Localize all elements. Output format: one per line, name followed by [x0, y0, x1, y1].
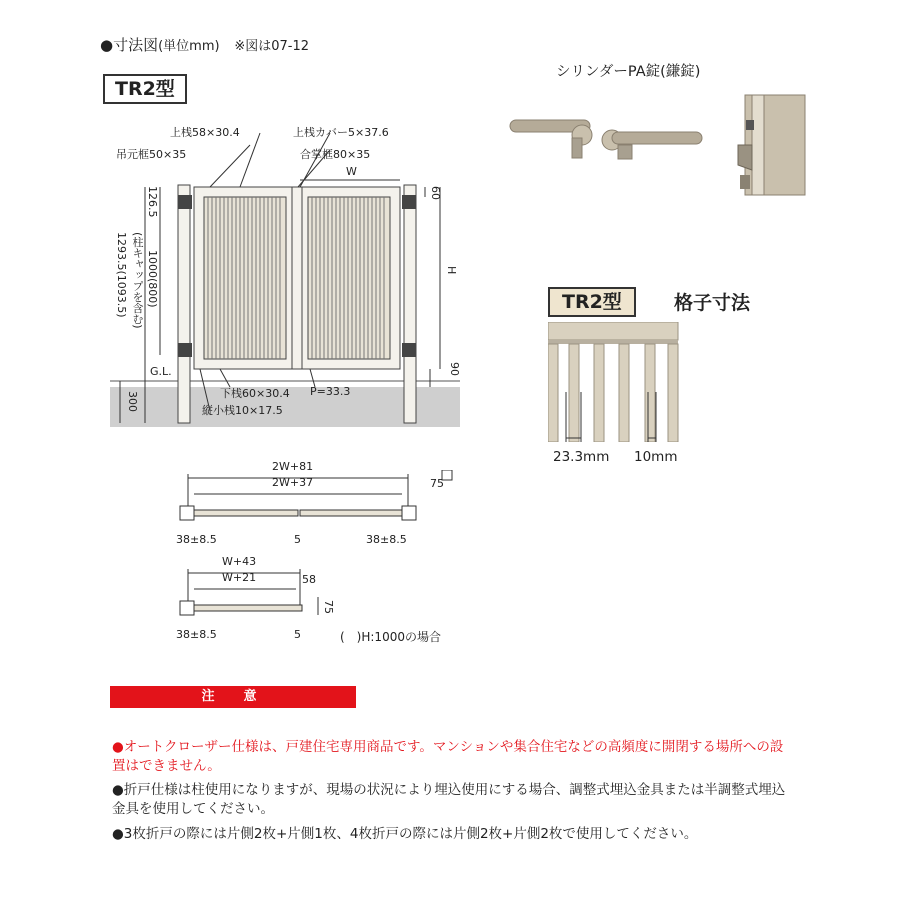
lock-title: シリンダーPA錠(鎌錠)	[556, 64, 701, 80]
label-dim-126: 126.5	[146, 186, 159, 218]
label-pitch: P=33.3	[310, 385, 351, 398]
title-text: ●寸法図	[100, 36, 159, 54]
plan-double-center: 5	[294, 533, 301, 546]
grid-illustration	[548, 322, 688, 442]
caution-item-2: ●折戸仕様は柱使用になりますが、現場の状況により埋込使用にする場合、調整式埋込金具または半調整式埋込金具を使用してください。	[112, 782, 786, 817]
grid-dim-bar: 10mm	[634, 449, 678, 465]
plan-single-inner: W+21	[222, 571, 257, 584]
grid-dim-gap: 23.3mm	[553, 449, 610, 465]
label-vertical-bar: 縦小桟10×17.5	[202, 404, 283, 417]
label-top-rail-cover: 上桟カバー5×37.6	[293, 126, 389, 139]
caution-heading: 注 意	[110, 686, 356, 708]
plan-single-overall: W+43	[222, 555, 257, 568]
plan-double-overall: 2W+81	[272, 460, 314, 473]
plan-double-post: 75	[430, 477, 444, 490]
grid-title: 格子寸法	[674, 292, 751, 314]
label-meeting-frame: 合掌框80×35	[300, 148, 371, 161]
page-title	[100, 34, 309, 55]
label-dim-90: 90	[448, 362, 461, 376]
label-gl: G.L.	[150, 365, 172, 378]
caution-item-1: ●オートクローザー仕様は、戸建住宅専用商品です。マンションや集合住宅などの高頻度に開閉する場所への設置はできません。	[112, 739, 784, 774]
plan-double-drawing	[170, 470, 470, 530]
lock-illustration	[500, 90, 810, 200]
figure-note: ※図は07-12	[234, 39, 310, 54]
label-dim-1293: 1293.5(1093.5)	[115, 232, 128, 318]
grid-label: TR2型	[548, 287, 636, 317]
plan-single-left: 38±8.5	[176, 628, 217, 641]
model-label: TR2型	[103, 74, 187, 104]
label-dim-60: 60	[429, 186, 442, 200]
label-dim-1293-note: (柱キャップを含む)	[131, 232, 144, 329]
label-width: W	[346, 165, 357, 178]
label-height: H	[445, 266, 458, 275]
plan-double-right: 38±8.5	[366, 533, 407, 546]
plan-double-left: 38±8.5	[176, 533, 217, 546]
caution-item-3: ●3枚折戸の際には片側2枚+片側1枚、4枚折戸の際には片側2枚+片側2枚で使用してください。	[112, 826, 698, 842]
label-dim-1000: 1000(800)	[146, 250, 159, 308]
plan-single-58: 58	[302, 573, 316, 586]
label-hinge-frame: 吊元框50×35	[116, 148, 187, 161]
plan-single-center: 5	[294, 628, 301, 641]
label-bottom-rail: 下桟60×30.4	[220, 387, 290, 400]
plan-double-inner: 2W+37	[272, 476, 314, 489]
unit-text: (単位mm)	[158, 39, 220, 54]
plan-single-footnote: ( )H:1000の場合	[340, 630, 441, 644]
plan-single-75: 75	[322, 600, 335, 614]
label-dim-300: 300	[126, 391, 139, 412]
label-top-rail: 上桟58×30.4	[170, 126, 240, 139]
